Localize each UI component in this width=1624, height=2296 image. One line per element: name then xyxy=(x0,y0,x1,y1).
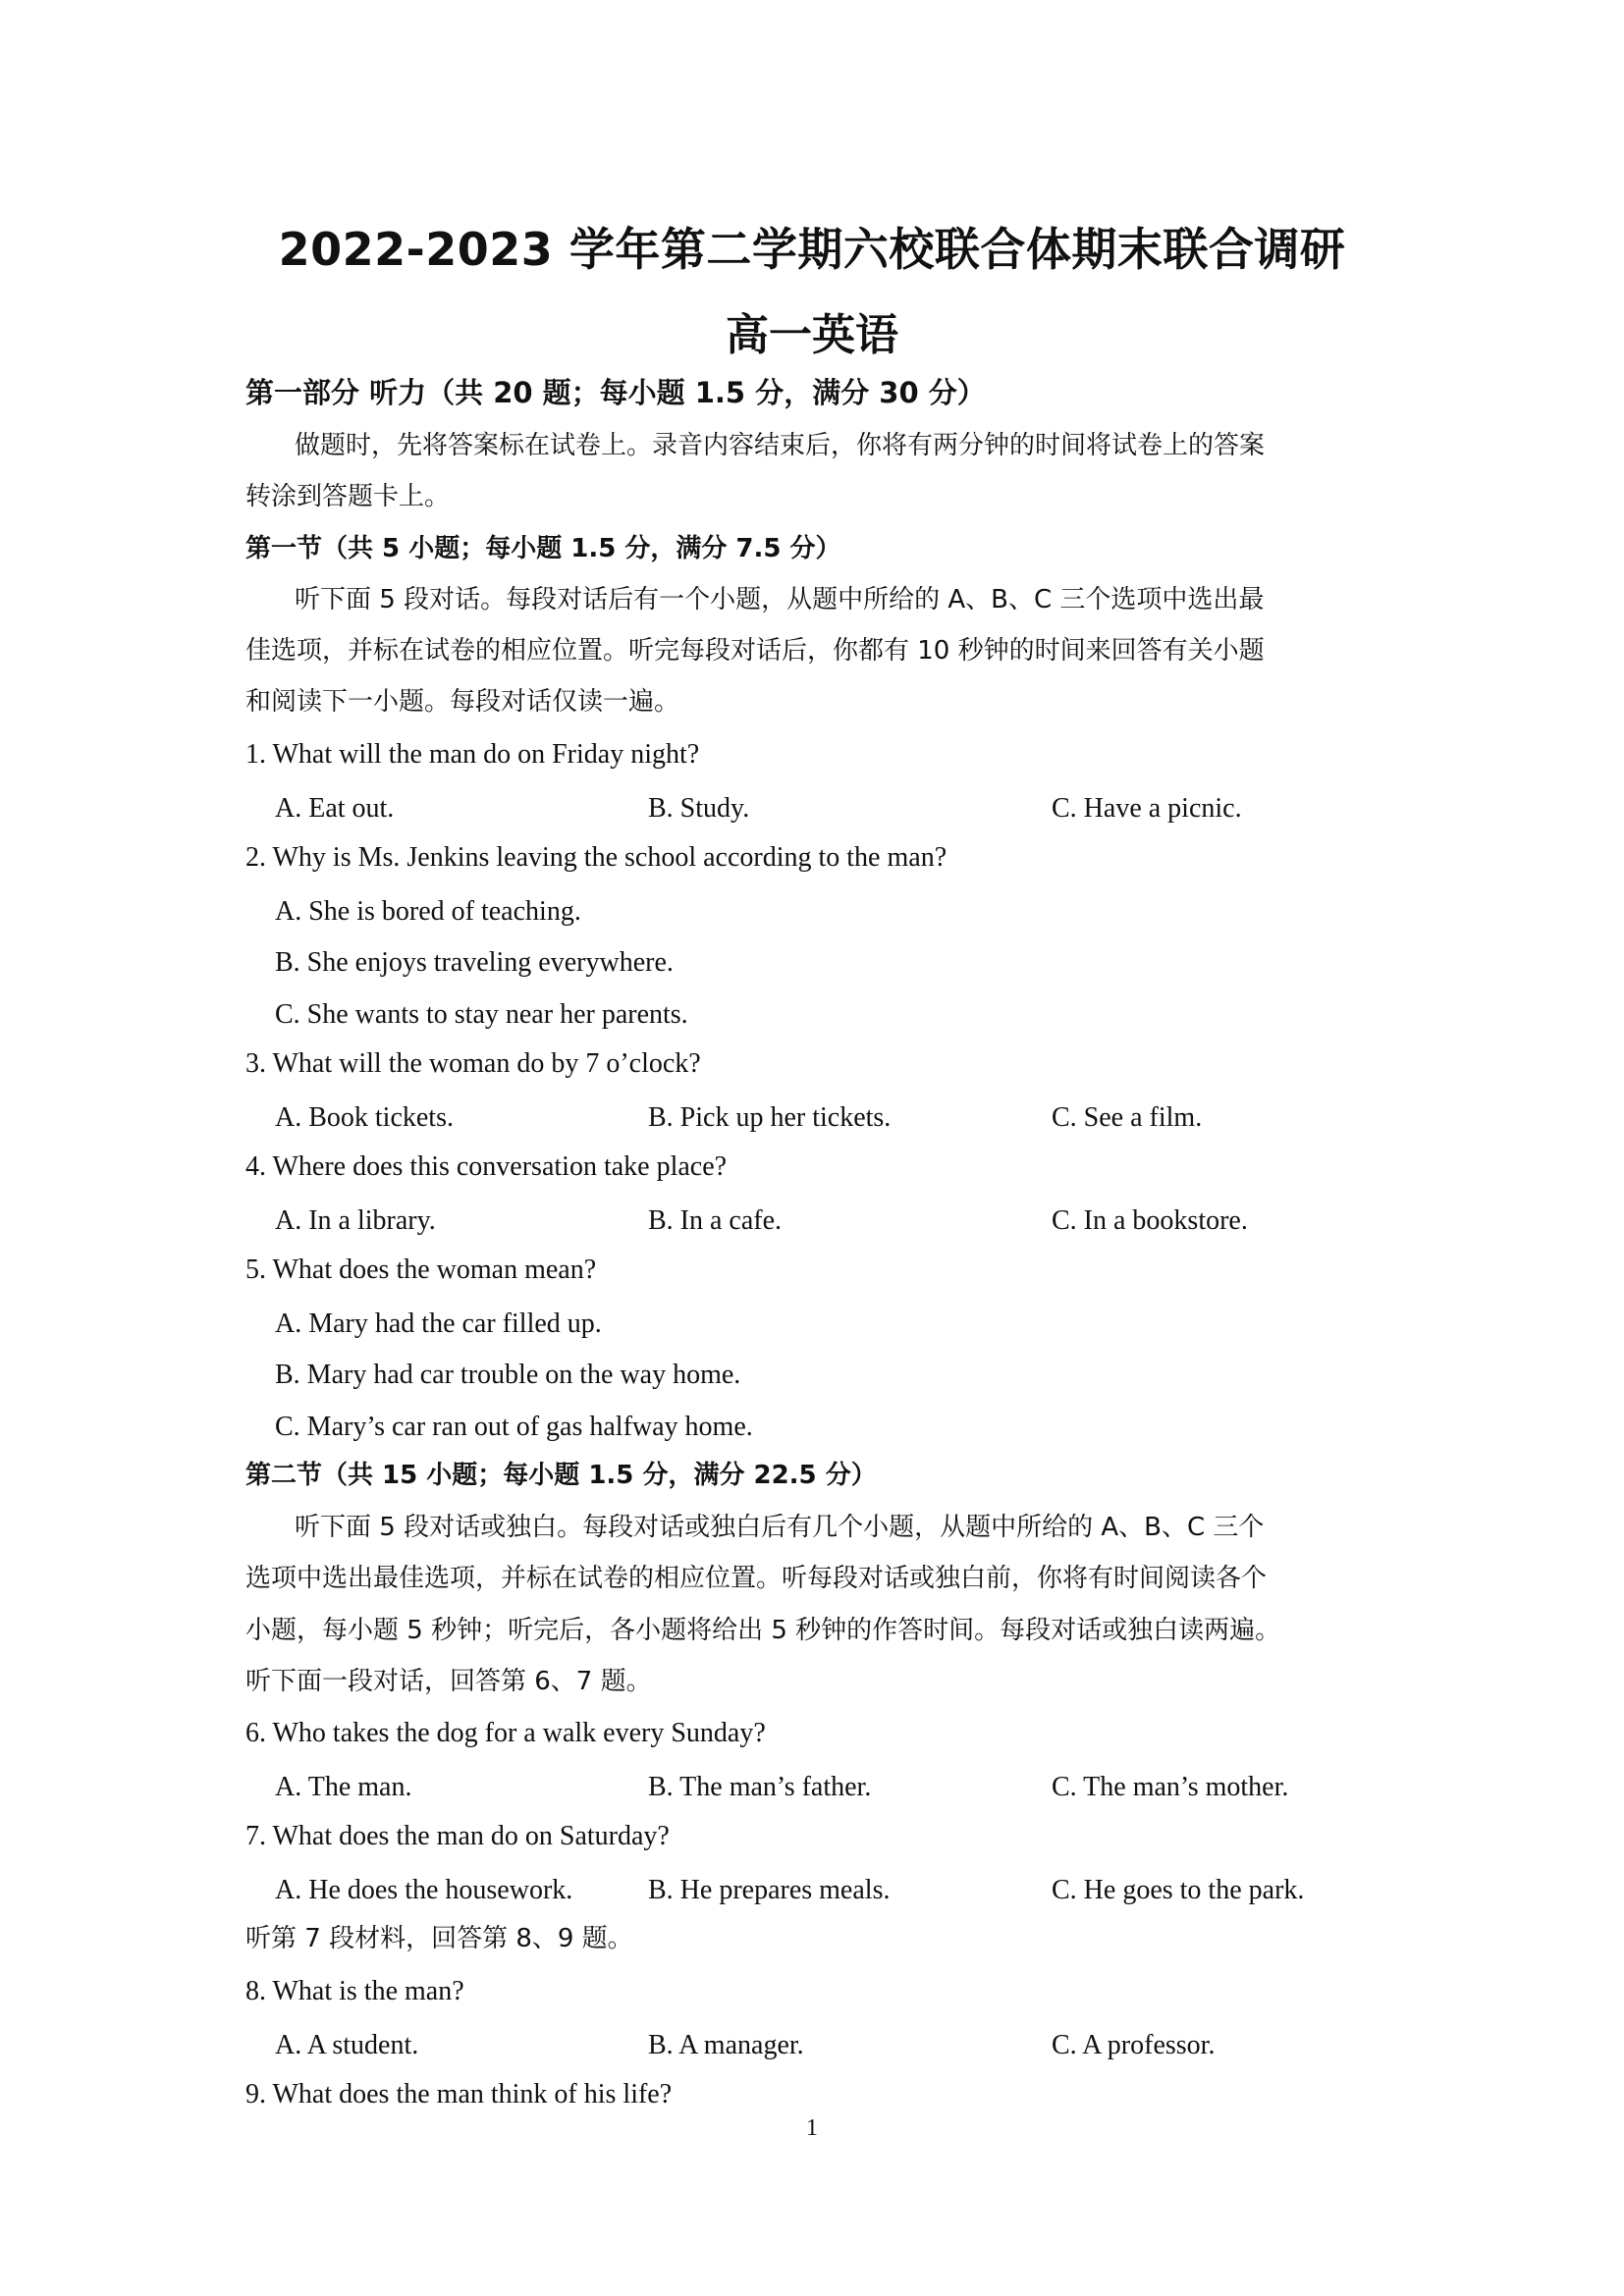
section2-note-q8-9: 听第 7 段材料，回答第 8、9 题。 xyxy=(245,1924,633,1953)
exam-subtitle: 高一英语 xyxy=(726,310,898,360)
question-6: 6. Who takes the dog for a walk every Sunday? xyxy=(245,1718,766,1748)
section2-instruction-line2: 选项中选出最佳选项，并标在试卷的相应位置。听每段对话或独白前，你将有时间阅读各个 xyxy=(245,1564,1268,1593)
q4-option-a: A. In a library. xyxy=(275,1205,436,1236)
question-7: 7. What does the man do on Saturday? xyxy=(245,1821,670,1851)
q1-option-c: C. Have a picnic. xyxy=(1052,793,1242,824)
q7-option-b: B. He prepares meals. xyxy=(648,1875,891,1905)
q8-option-a: A. A student. xyxy=(275,2030,419,2060)
q1-option-a: A. Eat out. xyxy=(275,793,395,824)
section2-instruction-line3: 小题，每小题 5 秒钟；听完后，各小题将给出 5 秒钟的作答时间。每段对话或独白读两遍。 xyxy=(245,1616,1281,1645)
q8-option-b: B. A manager. xyxy=(648,2030,804,2060)
q4-option-c: C. In a bookstore. xyxy=(1052,1205,1248,1236)
q5-option-a: A. Mary had the car filled up. xyxy=(275,1308,602,1339)
q6-option-c: C. The man’s mother. xyxy=(1052,1772,1289,1802)
q1-option-b: B. Study. xyxy=(648,793,750,824)
part1-instruction-line1: 做题时，先将答案标在试卷上。录音内容结束后，你将有两分钟的时间将试卷上的答案 xyxy=(295,431,1266,460)
q6-option-b: B. The man’s father. xyxy=(648,1772,872,1802)
section1-instruction-line2: 佳选项，并标在试卷的相应位置。听完每段对话后，你都有 10 秒钟的时间来回答有关小题 xyxy=(245,636,1265,666)
q6-option-a: A. The man. xyxy=(275,1772,412,1802)
section2-instruction-line1: 听下面 5 段对话或独白。每段对话或独白后有几个小题，从题中所给的 A、B、C 三个 xyxy=(295,1513,1265,1542)
q5-option-b: B. Mary had car trouble on the way home. xyxy=(275,1360,741,1390)
q3-option-c: C. See a film. xyxy=(1052,1102,1203,1133)
q7-option-c: C. He goes to the park. xyxy=(1052,1875,1305,1905)
q3-option-b: B. Pick up her tickets. xyxy=(648,1102,892,1133)
page-number: 1 xyxy=(806,2115,818,2141)
part1-instruction-line2: 转涂到答题卡上。 xyxy=(245,482,451,511)
question-2: 2. Why is Ms. Jenkins leaving the school according to the man? xyxy=(245,842,947,873)
q5-option-c: C. Mary’s car ran out of gas halfway home. xyxy=(275,1412,753,1442)
exam-title: 2022-2023 学年第二学期六校联合体期末联合调研 xyxy=(278,223,1346,276)
question-9: 9. What does the man think of his life? xyxy=(245,2079,673,2109)
q4-option-b: B. In a cafe. xyxy=(648,1205,783,1236)
q8-option-c: C. A professor. xyxy=(1052,2030,1216,2060)
section2-instruction-line4: 听下面一段对话，回答第 6、7 题。 xyxy=(245,1667,652,1696)
question-1: 1. What will the man do on Friday night? xyxy=(245,739,700,770)
q7-option-a: A. He does the housework. xyxy=(275,1875,573,1905)
section2-heading: 第二节（共 15 小题；每小题 1.5 分，满分 22.5 分） xyxy=(245,1461,877,1490)
q2-option-a: A. She is bored of teaching. xyxy=(275,896,581,927)
q3-option-a: A. Book tickets. xyxy=(275,1102,454,1133)
section1-instruction-line3: 和阅读下一小题。每段对话仅读一遍。 xyxy=(245,687,680,717)
q2-option-b: B. She enjoys traveling everywhere. xyxy=(275,947,674,978)
section1-instruction-line1: 听下面 5 段对话。每段对话后有一个小题，从题中所给的 A、B、C 三个选项中选出最 xyxy=(295,585,1265,614)
question-3: 3. What will the woman do by 7 o’clock? xyxy=(245,1048,701,1079)
question-8: 8. What is the man? xyxy=(245,1976,464,2006)
question-4: 4. Where does this conversation take place? xyxy=(245,1151,728,1182)
part1-heading: 第一部分 听力（共 20 题；每小题 1.5 分，满分 30 分） xyxy=(245,376,986,409)
question-5: 5. What does the woman mean? xyxy=(245,1255,597,1285)
q2-option-c: C. She wants to stay near her parents. xyxy=(275,999,688,1030)
section1-heading: 第一节（共 5 小题；每小题 1.5 分，满分 7.5 分） xyxy=(245,534,841,563)
